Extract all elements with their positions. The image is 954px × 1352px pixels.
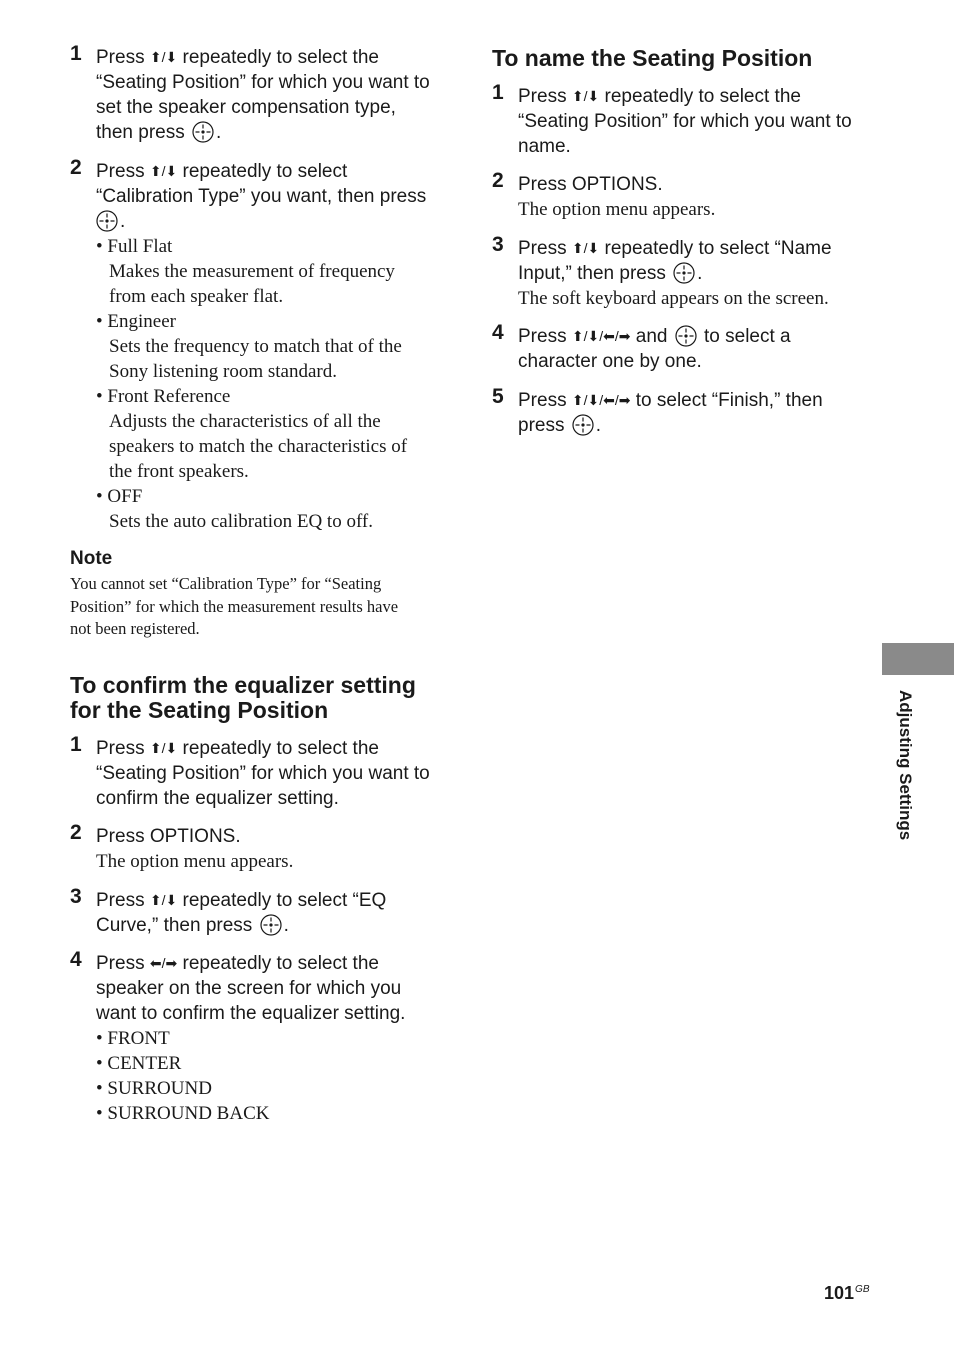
step-number: 3 [70, 885, 82, 908]
enter-button-icon [260, 914, 282, 936]
step-text: repeatedly to select [182, 161, 348, 182]
step-text: Press [518, 326, 567, 347]
step-result-text: The soft keyboard appears on the screen. [518, 288, 829, 309]
option-name: • Engineer [96, 311, 176, 332]
step-text: “Calibration Type” you want, then press [96, 186, 427, 207]
slash-separator: / [583, 392, 588, 408]
list-item [96, 484, 460, 534]
slash-separator: / [161, 955, 166, 971]
step-text: Press [518, 86, 567, 107]
step-text: want to confirm the equalizer setting. [96, 1003, 406, 1024]
step-text: Press [96, 161, 145, 182]
heading-line: for the Seating Position [70, 697, 329, 723]
step-text: repeatedly to select the [182, 953, 379, 974]
list-item [96, 234, 460, 309]
down-arrow-icon: ⬇ [587, 88, 600, 104]
slash-separator: / [161, 49, 166, 65]
region-code: GB [855, 1284, 870, 1295]
step-number: 1 [70, 42, 82, 65]
right-arrow-icon: ➡ [618, 328, 631, 344]
note-title: Note [70, 548, 113, 569]
step-number: 3 [492, 233, 504, 256]
calibration-options-list [96, 234, 460, 534]
step-select-eq-curve [70, 885, 460, 938]
step-select-seating-position [492, 81, 872, 159]
step-text: repeatedly to select “EQ [182, 890, 387, 911]
step-text: character one by one. [518, 351, 702, 372]
step-text: . [120, 211, 126, 232]
step-press-options [70, 821, 460, 874]
right-arrow-icon: ➡ [618, 392, 631, 408]
note-text [70, 573, 398, 641]
step-select-speaker [70, 948, 460, 1126]
step-text: set the speaker compensation type, [96, 97, 396, 118]
up-arrow-icon: ⬆ [149, 163, 162, 179]
step-text: . [595, 415, 602, 436]
note-line: Position” for which the measurement results have [70, 596, 399, 616]
list-item: • CENTER [96, 1053, 182, 1074]
slash-separator: / [161, 892, 166, 908]
step-press-options [492, 169, 872, 222]
up-arrow-icon: ⬆ [149, 740, 162, 756]
list-item [96, 384, 460, 484]
step-select-seating-position [70, 42, 460, 145]
section-side-label: Adjusting Settings [896, 690, 915, 841]
option-description: Sony listening room standard. [109, 361, 337, 382]
enter-button-icon [675, 325, 697, 347]
slash-separator: / [614, 392, 619, 408]
step-number: 4 [70, 948, 82, 971]
down-arrow-icon: ⬇ [587, 328, 600, 344]
left-arrow-icon: ⬅ [603, 392, 615, 408]
step-number: 2 [70, 821, 82, 844]
up-arrow-icon: ⬆ [149, 892, 162, 908]
option-description: Sets the frequency to match that of the [109, 336, 402, 357]
heading-line: To confirm the equalizer setting [70, 672, 416, 698]
down-arrow-icon: ⬇ [165, 892, 178, 908]
step-text: Curve,” then press [96, 915, 253, 936]
page-number [824, 1283, 870, 1304]
step-text: . [283, 915, 289, 936]
step-text: to select “Finish,” then [635, 390, 823, 411]
note-line: You cannot set “Calibration Type” for “Seating [70, 574, 382, 593]
step-text: Input,” then press [518, 263, 666, 284]
step-number: 2 [70, 156, 82, 179]
step-text: speaker on the screen for which you [96, 978, 402, 999]
down-arrow-icon: ⬇ [587, 392, 600, 408]
slash-separator: / [583, 88, 588, 104]
step-number: 2 [492, 169, 504, 192]
right-arrow-icon: ➡ [165, 955, 178, 971]
step-text: Press OPTIONS. [96, 826, 241, 847]
step-number: 1 [70, 733, 82, 756]
section-heading-equalizer [70, 673, 416, 723]
step-text: Press [96, 47, 145, 68]
step-text: “Seating Position” for which you want to [518, 111, 852, 132]
step-text: . [697, 263, 703, 284]
up-arrow-icon: ⬆ [571, 392, 584, 408]
step-number: 1 [492, 81, 504, 104]
down-arrow-icon: ⬇ [165, 163, 178, 179]
step-select-character [492, 321, 872, 374]
step-text: “Seating Position” for which you want to [96, 72, 430, 93]
step-result-text: The option menu appears. [518, 199, 716, 220]
step-result-text: The option menu appears. [96, 851, 294, 872]
option-description: the front speakers. [109, 461, 249, 482]
slash-separator: / [599, 328, 604, 344]
step-text: repeatedly to select the [182, 47, 379, 68]
option-name: • Full Flat [96, 236, 173, 257]
step-text: repeatedly to select the [604, 86, 801, 107]
option-description: speakers to match the characteristics of [109, 436, 408, 457]
step-text: “Seating Position” for which you want to [96, 763, 430, 784]
up-arrow-icon: ⬆ [571, 88, 584, 104]
step-text: press [518, 415, 565, 436]
step-select-seating-position [70, 733, 460, 811]
step-text: to select a [704, 326, 791, 347]
step-text: repeatedly to select the [182, 738, 379, 759]
enter-button-icon [192, 121, 214, 143]
step-text: Press [96, 953, 145, 974]
list-item [96, 309, 460, 384]
enter-button-icon [572, 414, 594, 436]
option-description: Makes the measurement of frequency [109, 261, 395, 282]
slash-separator: / [583, 240, 588, 256]
step-text: . [216, 122, 222, 143]
step-select-finish [492, 385, 872, 438]
step-text: Press OPTIONS. [518, 174, 663, 195]
slash-separator: / [614, 328, 619, 344]
section-heading-name-seating: To name the Seating Position [492, 45, 813, 71]
left-arrow-icon: ⬅ [149, 955, 162, 971]
slash-separator: / [599, 392, 604, 408]
step-number: 4 [492, 321, 504, 344]
step-text: repeatedly to select “Name [604, 238, 832, 259]
step-select-name-input [492, 233, 872, 311]
page-number-value: 101 [824, 1283, 855, 1303]
step-text: Press [96, 890, 145, 911]
slash-separator: / [161, 163, 166, 179]
down-arrow-icon: ⬇ [165, 49, 178, 65]
note-line: not been registered. [70, 619, 200, 638]
list-item: • SURROUND [96, 1078, 212, 1099]
up-arrow-icon: ⬆ [571, 240, 584, 256]
up-arrow-icon: ⬆ [571, 328, 584, 344]
enter-button-icon [96, 210, 118, 232]
slash-separator: / [583, 328, 588, 344]
step-select-calibration-type [70, 156, 460, 534]
option-description: from each speaker flat. [109, 286, 284, 307]
speaker-list [96, 1026, 460, 1126]
enter-button-icon [673, 262, 695, 284]
up-arrow-icon: ⬆ [149, 49, 162, 65]
slash-separator: / [161, 740, 166, 756]
step-text: Press [518, 238, 567, 259]
down-arrow-icon: ⬇ [587, 240, 600, 256]
step-text: name. [518, 136, 571, 157]
step-text: and [635, 326, 668, 347]
option-name: • Front Reference [96, 386, 231, 407]
list-item: • FRONT [96, 1028, 170, 1049]
step-number: 5 [492, 385, 504, 408]
option-description: Sets the auto calibration EQ to off. [109, 511, 374, 532]
step-text: Press [96, 738, 145, 759]
step-text: Press [518, 390, 567, 411]
step-text: then press [96, 122, 185, 143]
down-arrow-icon: ⬇ [165, 740, 178, 756]
step-text: confirm the equalizer setting. [96, 788, 339, 809]
option-description: Adjusts the characteristics of all the [109, 411, 381, 432]
left-arrow-icon: ⬅ [603, 328, 615, 344]
section-tab-marker [882, 643, 954, 675]
option-name: • OFF [96, 486, 143, 507]
list-item: • SURROUND BACK [96, 1103, 270, 1124]
